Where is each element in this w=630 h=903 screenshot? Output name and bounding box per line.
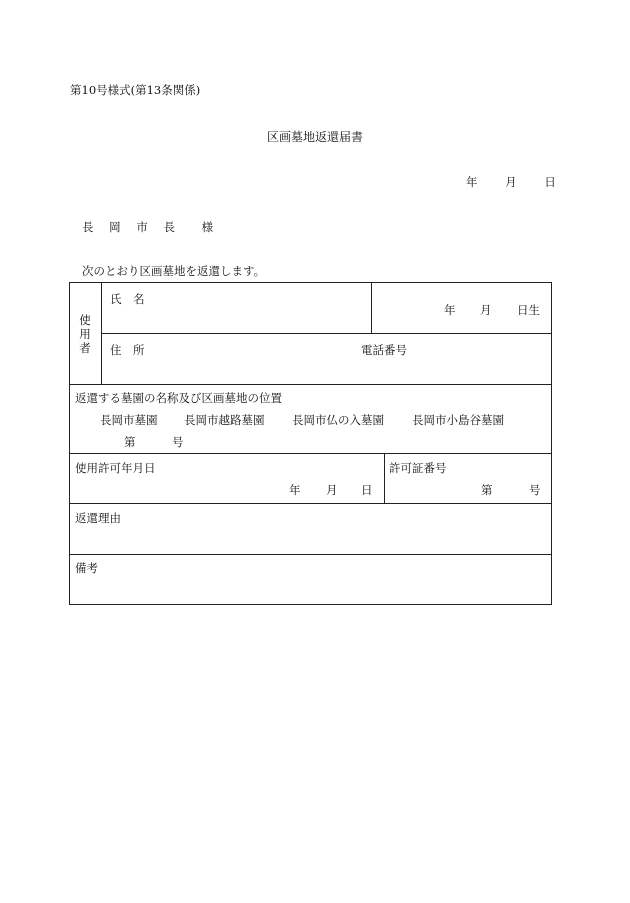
certificate-label: 許可証番号 xyxy=(389,461,447,475)
certificate-go: 号 xyxy=(529,483,541,497)
permit-date-label: 使用許可年月日 xyxy=(75,461,156,475)
addressee-char: 市 xyxy=(136,220,148,234)
date-day: 日 xyxy=(544,175,556,189)
address-label: 住 所 xyxy=(110,343,145,357)
cemetery-option: 長岡市墓園 xyxy=(100,413,158,427)
permit-month: 月 xyxy=(326,483,338,497)
document-title: 区画墓地返還届書 xyxy=(266,130,363,144)
birth-day: 日生 xyxy=(517,303,540,317)
certificate-dai: 第 xyxy=(481,483,493,497)
permit-year: 年 xyxy=(289,483,301,497)
addressee-char: 岡 xyxy=(109,220,121,234)
rule xyxy=(70,554,551,555)
addressee-char: 長 xyxy=(163,220,175,234)
label-char: 使 xyxy=(79,313,91,327)
rule xyxy=(101,283,102,384)
submission-date xyxy=(466,174,556,190)
birth-month: 月 xyxy=(480,303,492,317)
addressee-char: 様 xyxy=(201,220,214,234)
date-month: 月 xyxy=(505,175,517,189)
permit-day: 日 xyxy=(361,483,373,497)
return-form-table xyxy=(69,282,552,605)
plot-number-dai: 第 xyxy=(124,435,136,449)
form-number: 第10号様式(第13条関係) xyxy=(70,83,201,97)
plot-number-go: 号 xyxy=(172,435,184,449)
date-year: 年 xyxy=(466,175,478,189)
rule xyxy=(70,453,551,454)
cemetery-option: 長岡市越路墓園 xyxy=(184,413,265,427)
addressee-char: 長 xyxy=(82,220,94,234)
label-char: 用 xyxy=(79,327,91,341)
label-char: 者 xyxy=(79,341,91,355)
name-label: 氏 名 xyxy=(110,292,145,306)
phone-label: 電話番号 xyxy=(361,343,407,357)
rule xyxy=(70,503,551,504)
rule xyxy=(70,384,551,385)
reason-label: 返還理由 xyxy=(75,511,121,525)
cemetery-label: 返還する墓園の名称及び区画墓地の位置 xyxy=(75,391,282,405)
addressee xyxy=(82,219,213,235)
remarks-label: 備考 xyxy=(75,561,98,575)
intro-text: 次のとおり区画墓地を返還します。 xyxy=(82,264,266,278)
rule xyxy=(384,453,385,503)
cemetery-option: 長岡市小島谷墓園 xyxy=(412,413,504,427)
rule xyxy=(371,283,372,333)
user-section-label xyxy=(78,313,92,355)
birth-year: 年 xyxy=(444,303,456,317)
cemetery-option: 長岡市仏の入墓園 xyxy=(292,413,384,427)
rule xyxy=(102,333,551,334)
